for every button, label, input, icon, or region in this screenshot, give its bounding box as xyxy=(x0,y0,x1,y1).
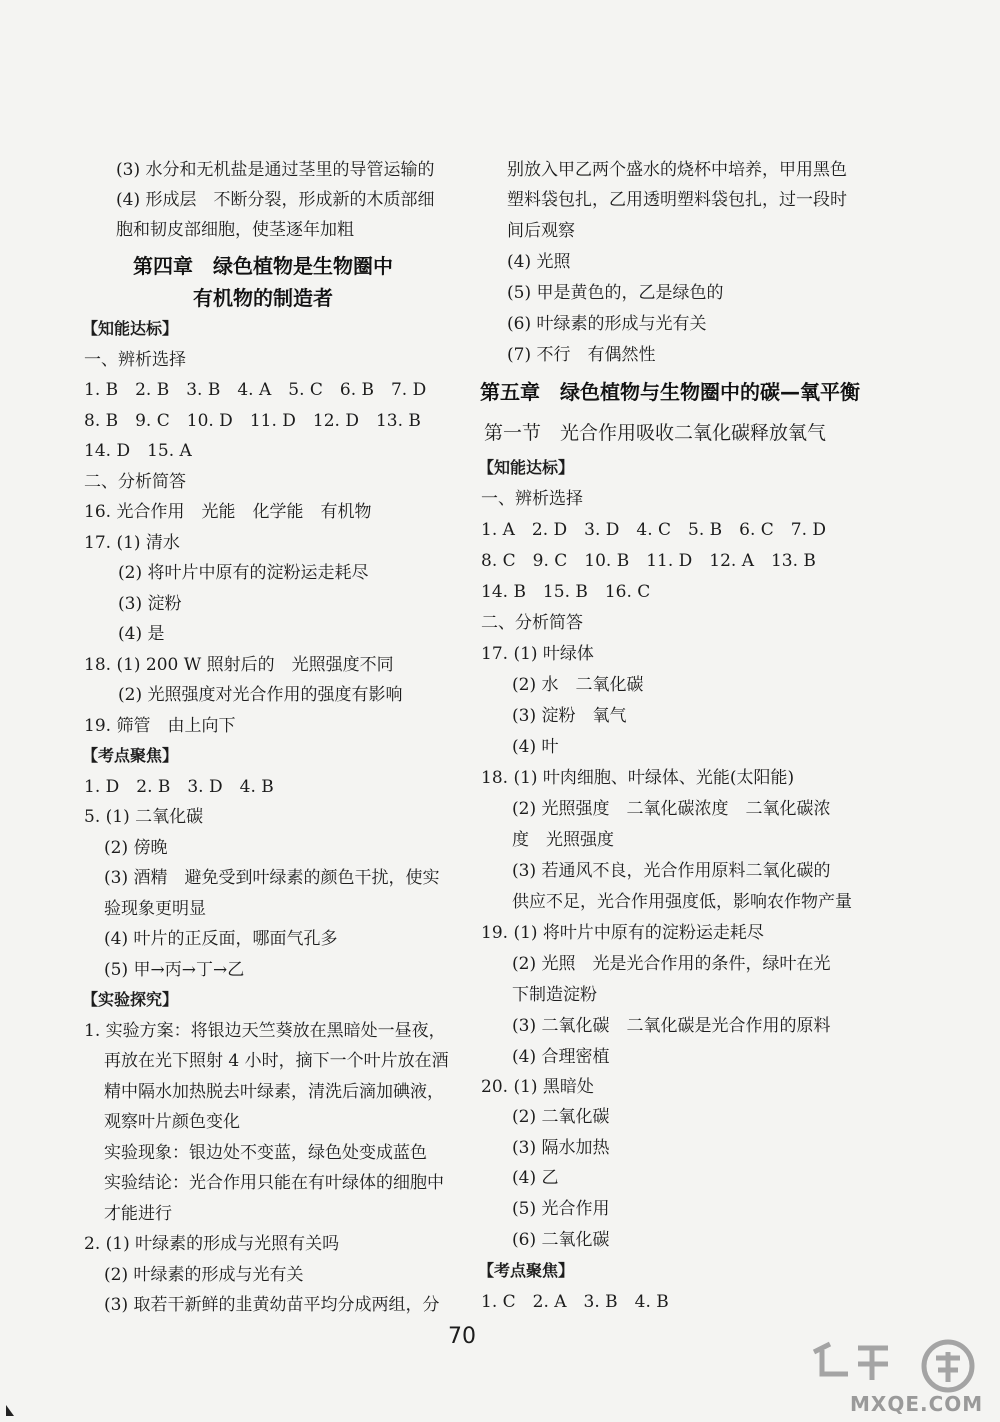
answer-line: 下制造淀粉 xyxy=(512,985,597,1005)
answer-line: (5) 甲是黄色的，乙是绿色的 xyxy=(507,283,724,303)
part-heading: 一、辨析选择 xyxy=(84,350,186,370)
section-heading: 【知能达标】 xyxy=(478,458,575,477)
chapter-title: 有机物的制造者 xyxy=(193,286,333,310)
answer-line: 度 光照强度 xyxy=(512,830,614,850)
answer-line: (3) 隔水加热 xyxy=(512,1138,610,1158)
answer-line: (2) 光照强度 二氧化碳浓度 二氧化碳浓 xyxy=(512,799,831,819)
answer-line: 实验现象：银边处不变蓝，绿色处变成蓝色 xyxy=(104,1143,427,1163)
part-heading: 二、分析简答 xyxy=(481,613,583,633)
answer-line: (4) 乙 xyxy=(512,1168,559,1188)
answer-line: (4) 叶片的正反面，哪面气孔多 xyxy=(104,929,338,949)
answer-line: 间后观察 xyxy=(507,221,575,241)
answer-line: (2) 光照 光是光合作用的条件，绿叶在光 xyxy=(512,954,831,974)
answer-line: (3) 二氧化碳 二氧化碳是光合作用的原料 xyxy=(512,1016,831,1036)
answer-line: (2) 叶绿素的形成与光有关 xyxy=(104,1265,304,1285)
answer-line: (3) 淀粉 xyxy=(118,594,182,614)
part-heading: 一、辨析选择 xyxy=(481,489,583,509)
answer-line: 供应不足，光合作用强度低，影响农作物产量 xyxy=(512,892,852,912)
answer-line: 14. B 15. B 16. C xyxy=(481,582,651,602)
section-heading: 【实验探究】 xyxy=(82,990,179,1009)
answer-line: 1. B 2. B 3. B 4. A 5. C 6. B 7. D xyxy=(84,380,427,400)
answer-line: 1. 实验方案：将银边天竺葵放在黑暗处一昼夜， xyxy=(84,1021,446,1041)
page-number: 70 xyxy=(448,1324,476,1349)
answer-line: 19. (1) 将叶片中原有的淀粉运走耗尽 xyxy=(481,923,764,943)
section-heading: 【考点聚焦】 xyxy=(478,1261,575,1280)
answer-line: 观察叶片颜色变化 xyxy=(104,1112,240,1132)
answer-line: 实验结论：光合作用只能在有叶绿体的细胞中 xyxy=(104,1173,444,1193)
answer-line: 胞和韧皮部细胞，使茎逐年加粗 xyxy=(116,220,354,240)
answer-line: 8. B 9. C 10. D 11. D 12. D 13. B xyxy=(84,411,421,431)
chapter-title: 第四章 绿色植物是生物圈中 xyxy=(133,254,393,278)
answer-line: 20. (1) 黑暗处 xyxy=(481,1077,594,1097)
answer-line: (7) 不行 有偶然性 xyxy=(507,345,656,365)
answer-line: 验现象更明显 xyxy=(104,899,206,919)
chapter-title: 第五章 绿色植物与生物圈中的碳—氧平衡 xyxy=(480,380,860,404)
answer-line: (2) 二氧化碳 xyxy=(512,1107,610,1127)
answer-line: (3) 水分和无机盐是通过茎里的导管运输的 xyxy=(116,160,435,180)
answer-line: (4) 是 xyxy=(118,624,165,644)
answer-line: 别放入甲乙两个盛水的烧杯中培养，甲用黑色 xyxy=(507,160,847,180)
part-heading: 二、分析简答 xyxy=(84,472,186,492)
answer-line: (5) 光合作用 xyxy=(512,1199,610,1219)
answer-line: 18. (1) 叶肉细胞、叶绿体、光能(太阳能) xyxy=(481,768,795,788)
answer-line: (2) 将叶片中原有的淀粉运走耗尽 xyxy=(118,563,369,583)
answer-line: (3) 淀粉 氧气 xyxy=(512,706,627,726)
section-heading: 【知能达标】 xyxy=(82,319,179,338)
answer-line: 16. 光合作用 光能 化学能 有机物 xyxy=(84,502,372,522)
answer-line: 5. (1) 二氧化碳 xyxy=(84,807,204,827)
answer-line: 1. A 2. D 3. D 4. C 5. B 6. C 7. D xyxy=(481,520,827,540)
section-title: 第一节 光合作用吸收二氧化碳释放氧气 xyxy=(484,422,827,444)
answer-line: 塑料袋包扎，乙用透明塑料袋包扎，过一段时 xyxy=(507,190,847,210)
answer-line: 14. D 15. A xyxy=(84,441,192,461)
answer-line: (5) 甲→丙→丁→乙 xyxy=(104,960,245,980)
answer-line: (2) 水 二氧化碳 xyxy=(512,675,644,695)
answer-line: 8. C 9. C 10. B 11. D 12. A 13. B xyxy=(481,551,816,571)
section-heading: 【考点聚焦】 xyxy=(82,746,179,765)
answer-line: 才能进行 xyxy=(104,1204,172,1224)
answer-line: (4) 合理密植 xyxy=(512,1047,610,1067)
answer-line: 17. (1) 叶绿体 xyxy=(481,644,594,664)
answer-line: (3) 若通风不良，光合作用原料二氧化碳的 xyxy=(512,861,831,881)
answer-line: (3) 取若干新鲜的韭黄幼苗平均分成两组，分 xyxy=(104,1295,440,1315)
answer-line: 1. C 2. A 3. B 4. B xyxy=(481,1292,669,1312)
answer-line: 2. (1) 叶绿素的形成与光照有关吗 xyxy=(84,1234,340,1254)
answer-line: (2) 傍晚 xyxy=(104,838,168,858)
answer-line: 18. (1) 200 W 照射后的 光照强度不同 xyxy=(84,655,394,675)
corner-mark-icon xyxy=(4,1404,16,1418)
answer-line: (6) 叶绿素的形成与光有关 xyxy=(507,314,707,334)
answer-line: (4) 形成层 不断分裂，形成新的木质部细 xyxy=(116,190,435,210)
answer-line: (4) 叶 xyxy=(512,737,559,757)
answer-line: (3) 酒精 避免受到叶绿素的颜色干扰，使实 xyxy=(104,868,440,888)
answer-line: (6) 二氧化碳 xyxy=(512,1230,610,1250)
answer-line: (2) 光照强度对光合作用的强度有影响 xyxy=(118,685,403,705)
answer-line: 1. D 2. B 3. D 4. B xyxy=(84,777,274,797)
answer-line: 19. 筛管 由上向下 xyxy=(84,716,236,736)
watermark-text: MXQE.COM xyxy=(850,1392,984,1416)
answer-line: (4) 光照 xyxy=(507,252,571,272)
answer-line: 精中隔水加热脱去叶绿素，清洗后滴加碘液， xyxy=(104,1082,444,1102)
answer-line: 再放在光下照射 4 小时，摘下一个叶片放在酒 xyxy=(104,1051,449,1071)
answer-line: 17. (1) 清水 xyxy=(84,533,180,553)
